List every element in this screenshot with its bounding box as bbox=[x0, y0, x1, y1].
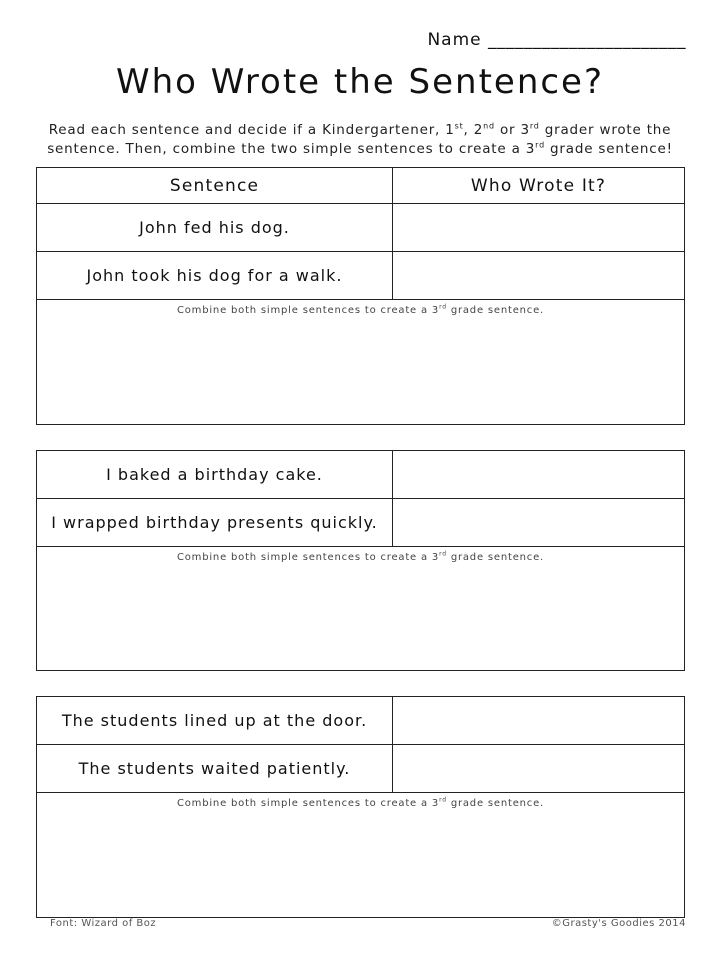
instructions: Read each sentence and decide if a Kindergartener, 1st, 2nd or 3rd grader wrote the sentence. Then, combine the two simple sentences to create a 3rd grade sentence! bbox=[47, 121, 673, 157]
combine-answer-area[interactable]: Combine both simple sentences to create a 3rd grade sentence. bbox=[176, 550, 545, 563]
sentence-text: John fed his dog. bbox=[37, 204, 393, 251]
table-row bbox=[37, 252, 684, 300]
combine-answer-area[interactable]: Combine both simple sentences to create a 3rd grade sentence. bbox=[176, 796, 545, 809]
sentence-text: I baked a birthday cake. bbox=[37, 451, 393, 498]
sentence-text: The students lined up at the door. bbox=[37, 697, 393, 744]
name-label: Name bbox=[427, 30, 482, 50]
table-header-row bbox=[37, 168, 684, 204]
sentence-text: The students waited patiently. bbox=[37, 745, 393, 792]
table-row bbox=[37, 697, 684, 745]
sentence-block-2 bbox=[36, 450, 685, 671]
page-title: Who Wrote the Sentence? bbox=[115, 62, 605, 102]
copyright-notice: ©Grasty's Goodies 2014 bbox=[551, 918, 686, 929]
combine-answer-area[interactable]: Combine both simple sentences to create a 3rd grade sentence. bbox=[176, 303, 545, 316]
header-who-wrote-it: Who Wrote It? bbox=[470, 175, 607, 196]
who-wrote-answer-cell[interactable] bbox=[393, 451, 684, 498]
table-row bbox=[37, 204, 684, 252]
who-wrote-answer-cell[interactable] bbox=[393, 745, 684, 792]
name-field[interactable] bbox=[427, 30, 686, 50]
font-credit: Font: Wizard of Boz bbox=[50, 918, 157, 929]
who-wrote-answer-cell[interactable] bbox=[393, 499, 684, 546]
table-row bbox=[37, 499, 684, 547]
sentence-block-3 bbox=[36, 696, 685, 918]
who-wrote-answer-cell[interactable] bbox=[393, 252, 684, 299]
sentence-text: I wrapped birthday presents quickly. bbox=[37, 499, 393, 546]
table-row bbox=[37, 745, 684, 793]
name-blank-line[interactable]: ______________________ bbox=[488, 30, 686, 50]
sentence-block-1 bbox=[36, 167, 685, 425]
who-wrote-answer-cell[interactable] bbox=[393, 204, 684, 251]
table-row bbox=[37, 451, 684, 499]
who-wrote-answer-cell[interactable] bbox=[393, 697, 684, 744]
header-sentence: Sentence bbox=[37, 168, 393, 203]
sentence-text: John took his dog for a walk. bbox=[37, 252, 393, 299]
